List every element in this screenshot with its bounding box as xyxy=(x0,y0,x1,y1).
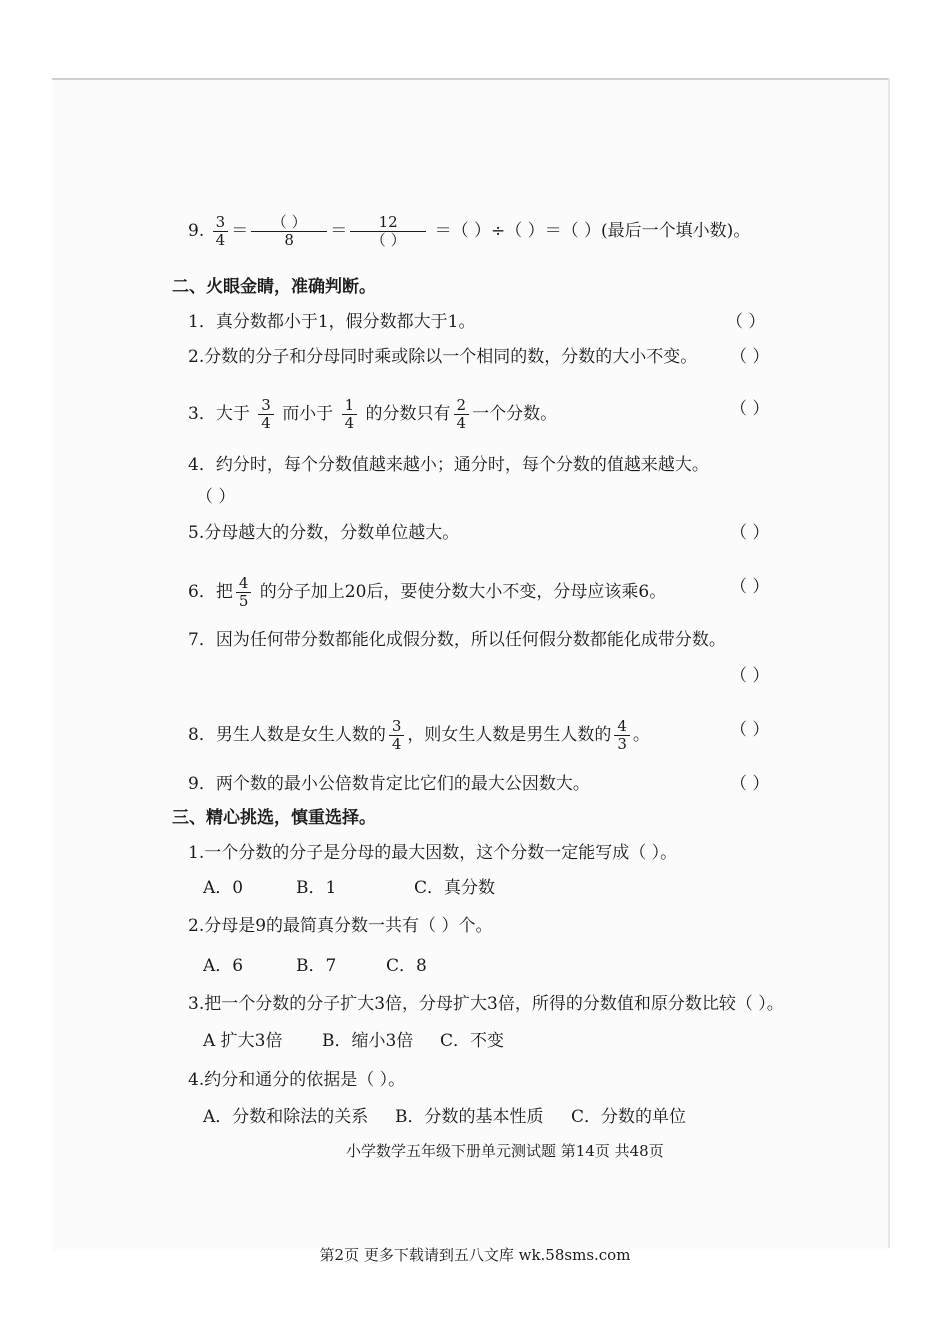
page-footer: 小学数学五年级下册单元测试题 第14页 共48页 xyxy=(346,1142,664,1160)
q9-fraction-2: $\frac{( )}{8}$ xyxy=(251,214,327,249)
q9-tail: ＝（ ）÷（ ）＝（ ）(最后一个填小数)。 xyxy=(434,221,751,241)
q9-fill-blank: 9. $\frac{3}{4}$ ＝ $\frac{( )}{8}$ ＝ $\frac{12}{( )}$ ＝（ ）÷（ ）＝（ ）(最后一个填小数)。 xyxy=(188,213,751,249)
fraction-2-4: $\frac{2}{4}$ xyxy=(454,397,470,432)
judge-answer-4: （ ） xyxy=(196,487,236,507)
choice-question-1: 1.一个分数的分子是分母的最大因数，这个分数一定能写成（ ）。 xyxy=(188,843,678,863)
choice-question-3: 3.把一个分数的分子扩大3倍，分母扩大3倍，所得的分数值和原分数比较（ ）。 xyxy=(188,994,784,1014)
judge-item-3: 3．大于 $\frac{3}{4}$ 而小于 $\frac{1}{4}$ 的分数只有 $\frac{2}{4}$ 一个分数。 xyxy=(188,396,558,432)
choice-opt-3b: B．缩小3倍 xyxy=(322,1031,414,1051)
judge-item-9: 9．两个数的最小公倍数肯定比它们的最大公因数大。 xyxy=(188,774,590,794)
site-footer: 第2页 更多下载请到五八文库 wk.58sms.com xyxy=(319,1246,631,1264)
choice-opt-2b: B．7 xyxy=(296,956,337,976)
choice-opt-2a: A．6 xyxy=(203,956,244,976)
choice-opt-1b: B．1 xyxy=(296,878,337,898)
choice-opt-3c: C．不变 xyxy=(440,1031,505,1051)
section2-title: 二、火眼金睛，准确判断。 xyxy=(172,277,376,297)
fraction-3-4: $\frac{3}{4}$ xyxy=(258,397,274,432)
judge-item-2: 2.分数的分子和分母同时乘或除以一个相同的数，分数的大小不变。 xyxy=(188,347,698,367)
fraction-4-3: $\frac{4}{3}$ xyxy=(614,718,630,753)
choice-opt-2c: C．8 xyxy=(386,956,427,976)
judge-answer-2: （ ） xyxy=(730,347,770,367)
choice-opt-3a: A 扩大3倍 xyxy=(203,1031,283,1051)
choice-opt-4b: B．分数的基本性质 xyxy=(395,1107,544,1127)
choice-opt-4a: A．分数和除法的关系 xyxy=(203,1107,369,1127)
choice-question-4: 4.约分和通分的依据是（ ）。 xyxy=(188,1070,406,1090)
judge-item-8: 8．男生人数是女生人数的 $\frac{3}{4}$ ，则女生人数是男生人数的 $\frac{4}{3}$ 。 xyxy=(188,717,650,753)
fraction-1-4: $\frac{1}{4}$ xyxy=(342,397,358,432)
judge-answer-3: （ ） xyxy=(730,399,770,419)
q9-fraction-1: $\frac{3}{4}$ xyxy=(213,214,229,249)
judge-item-6: 6．把 $\frac{4}{5}$ 的分子加上20后，要使分数大小不变，分母应该乘6。 xyxy=(188,574,667,610)
judge-answer-5: （ ） xyxy=(730,523,770,543)
judge-answer-8: （ ） xyxy=(730,720,770,740)
judge-item-1: 1．真分数都小于1，假分数都大于1。 xyxy=(188,312,476,332)
fraction-4-5: $\frac{4}{5}$ xyxy=(236,575,252,610)
q9-index: 9. xyxy=(188,221,205,241)
judge-answer-7: （ ） xyxy=(730,666,770,686)
judge-item-7: 7．因为任何带分数都能化成假分数，所以任何假分数都能化成带分数。 xyxy=(188,630,726,650)
choice-question-2: 2.分母是9的最简真分数一共有（ ）个。 xyxy=(188,916,493,936)
judge-item-5: 5.分母越大的分数，分数单位越大。 xyxy=(188,523,460,543)
choice-opt-1c: C．真分数 xyxy=(414,878,496,898)
judge-answer-9: （ ） xyxy=(730,774,770,794)
q9-fraction-3: $\frac{12}{( )}$ xyxy=(350,214,426,249)
fraction-3-4-b: $\frac{3}{4}$ xyxy=(389,718,405,753)
judge-answer-6: （ ） xyxy=(730,577,770,597)
section3-title: 三、精心挑选，慎重选择。 xyxy=(172,808,376,828)
choice-opt-4c: C．分数的单位 xyxy=(571,1107,687,1127)
judge-answer-1: （ ） xyxy=(726,312,766,332)
choice-opt-1a: A．0 xyxy=(203,878,244,898)
judge-item-4: 4．约分时，每个分数值越来越小；通分时，每个分数的值越来越大。 xyxy=(188,455,709,475)
scan-edge xyxy=(888,78,890,1248)
